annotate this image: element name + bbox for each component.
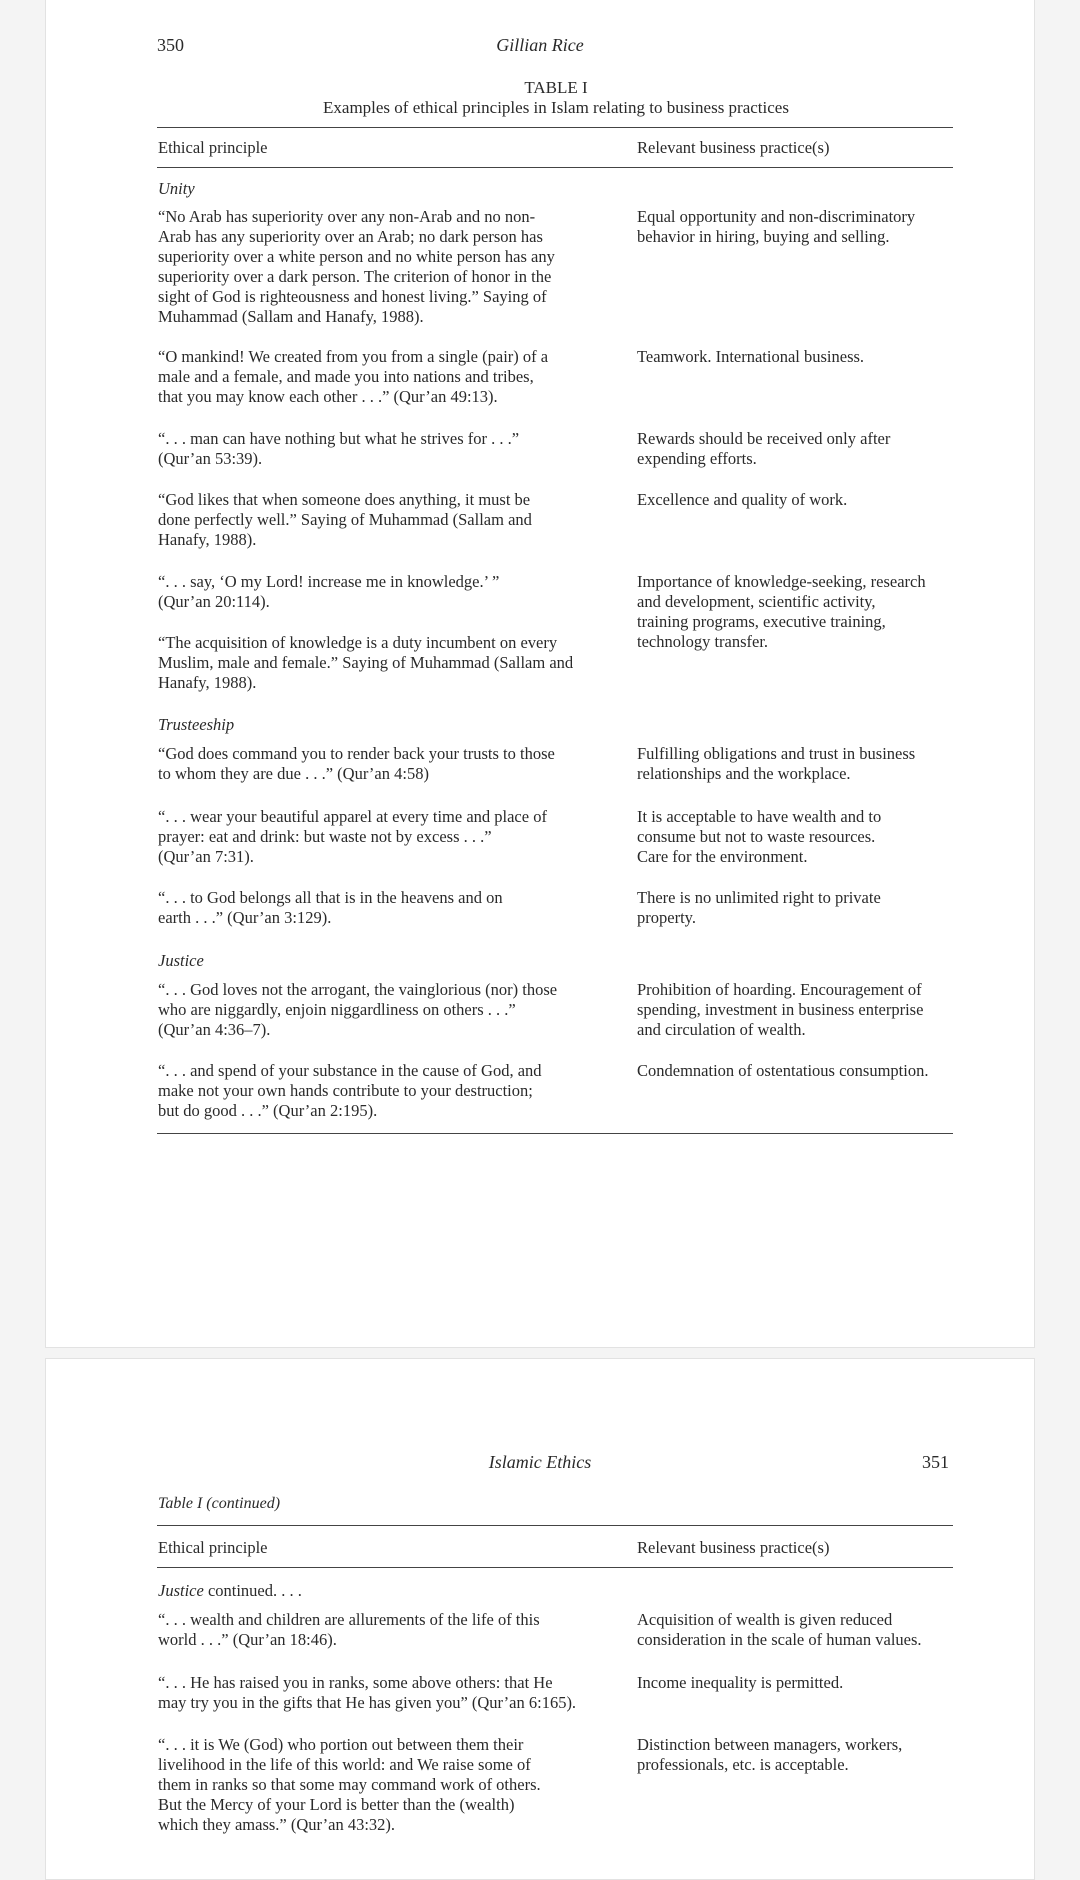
page-number: 350: [157, 35, 184, 55]
table-row-practice: Fulfilling obligations and trust in business relationships and the workplace.: [637, 744, 916, 783]
col-right-header: Relevant business practice(s): [637, 1538, 830, 1557]
table-row-practice: Rewards should be received only after expending efforts.: [637, 429, 891, 468]
table-row-principle: “God likes that when someone does anything, it must be done perfectly well.” Saying of Muhammad (Sallam and Hanafy, 1988).: [158, 490, 532, 549]
table-continued-label: Table I (continued): [158, 1495, 281, 1512]
col-left-header: Ethical principle: [158, 1538, 268, 1557]
section-justice-continued: [158, 1581, 628, 1601]
table-row-principle: “. . . it is We (God) who portion out between them their livelihood in the life of this world: and We raise some of them in ranks so that some may command work of others. But the Mercy of your Lord is better than the (wealth) which they amass.” (Qur’an 43:32).: [158, 1735, 541, 1834]
table-row-practice: There is no unlimited right to private property.: [637, 888, 881, 927]
table-row-practice: Prohibition of hoarding. Encouragement of spending, investment in business enterprise and circulation of wealth.: [637, 980, 924, 1039]
table-row-practice: Income inequality is permitted.: [637, 1673, 844, 1692]
table-row-principle: “. . . say, ‘O my Lord! increase me in knowledge.’ ” (Qur’an 20:114).: [158, 572, 500, 611]
section-trusteeship: Trusteeship: [158, 715, 235, 734]
table-row-principle: “The acquisition of knowledge is a duty incumbent on every Muslim, male and female.” Saying of Muhammad (Sallam and Hanafy, 1988).: [158, 633, 574, 692]
table-row-principle: “No Arab has superiority over any non-Arab and no non- Arab has any superiority over an Arab; no dark person has superiority over a white person and no white person has any superiority over a dark person. The criterion of honor in the sight of God is righteousness and honest living.” Saying of Muhammad (Sallam and Hanafy, 1988).: [158, 207, 555, 326]
table-row-practice: Acquisition of wealth is given reduced consideration in the scale of human values.: [637, 1610, 922, 1649]
table-top-rule: [157, 1525, 953, 1526]
running-head: Gillian Rice: [496, 35, 584, 55]
table-row-principle: “. . . man can have nothing but what he strives for . . .” (Qur’an 53:39).: [158, 429, 520, 468]
page-351: [45, 1358, 1035, 1880]
header-rule: [157, 167, 953, 168]
table-bottom-rule: [157, 1133, 953, 1134]
page-350: [45, 0, 1035, 1348]
col-left-header: Ethical principle: [158, 138, 268, 157]
table-row-practice: Condemnation of ostentatious consumption.: [637, 1061, 929, 1080]
section-unity: Unity: [158, 179, 195, 198]
table-row-practice: It is acceptable to have wealth and to consume but not to waste resources. Care for the environment.: [637, 807, 882, 866]
table-row-practice: Distinction between managers, workers, professionals, etc. is acceptable.: [637, 1735, 903, 1774]
section-continued-suffix: continued. . . .: [203, 1581, 302, 1600]
table-row-practice: Excellence and quality of work.: [637, 490, 848, 509]
section-justice-label: Justice: [158, 1581, 204, 1600]
table-row-principle: “O mankind! We created from you from a single (pair) of a male and a female, and made you into nations and tribes, that you may know each other . . .” (Qur’an 49:13).: [158, 347, 549, 406]
table-row-practice: Equal opportunity and non-discriminatory behavior in hiring, buying and selling.: [637, 207, 916, 246]
col-right-header: Relevant business practice(s): [637, 138, 830, 157]
table-title: TABLE I: [524, 78, 588, 97]
table-row-principle: “. . . wear your beautiful apparel at every time and place of prayer: eat and drink: but waste not by excess . . .” (Qur’an 7:31).: [158, 807, 547, 866]
table-row-practice: Teamwork. International business.: [637, 347, 865, 366]
table-row-principle: “. . . He has raised you in ranks, some above others: that He may try you in the gifts that He has given you” (Qur’an 6:165).: [158, 1673, 577, 1712]
table-row-principle: “. . . wealth and children are allurements of the life of this world . . .” (Qur’an 18:46).: [158, 1610, 540, 1649]
page-number: 351: [922, 1452, 949, 1472]
table-row-practice: Importance of knowledge-seeking, research and development, scientific activity, training programs, executive training, technology transfer.: [637, 572, 926, 651]
section-justice: Justice: [158, 951, 204, 970]
table-row-principle: “God does command you to render back your trusts to those to whom they are due . . .” (Qur’an 4:58): [158, 744, 555, 783]
table-row-principle: “. . . God loves not the arrogant, the vainglorious (nor) those who are niggardly, enjoin niggardliness on others . . .” (Qur’an 4:36–7).: [158, 980, 558, 1039]
table-caption: Examples of ethical principles in Islam relating to business practices: [323, 98, 789, 117]
table-top-rule: [157, 127, 953, 128]
table-row-principle: “. . . to God belongs all that is in the heavens and on earth . . .” (Qur’an 3:129).: [158, 888, 503, 927]
table-row-principle: “. . . and spend of your substance in the cause of God, and make not your own hands contribute to your destruction; but do good . . .” (Qur’an 2:195).: [158, 1061, 542, 1120]
running-head: Islamic Ethics: [488, 1452, 592, 1472]
header-rule: [157, 1567, 953, 1568]
